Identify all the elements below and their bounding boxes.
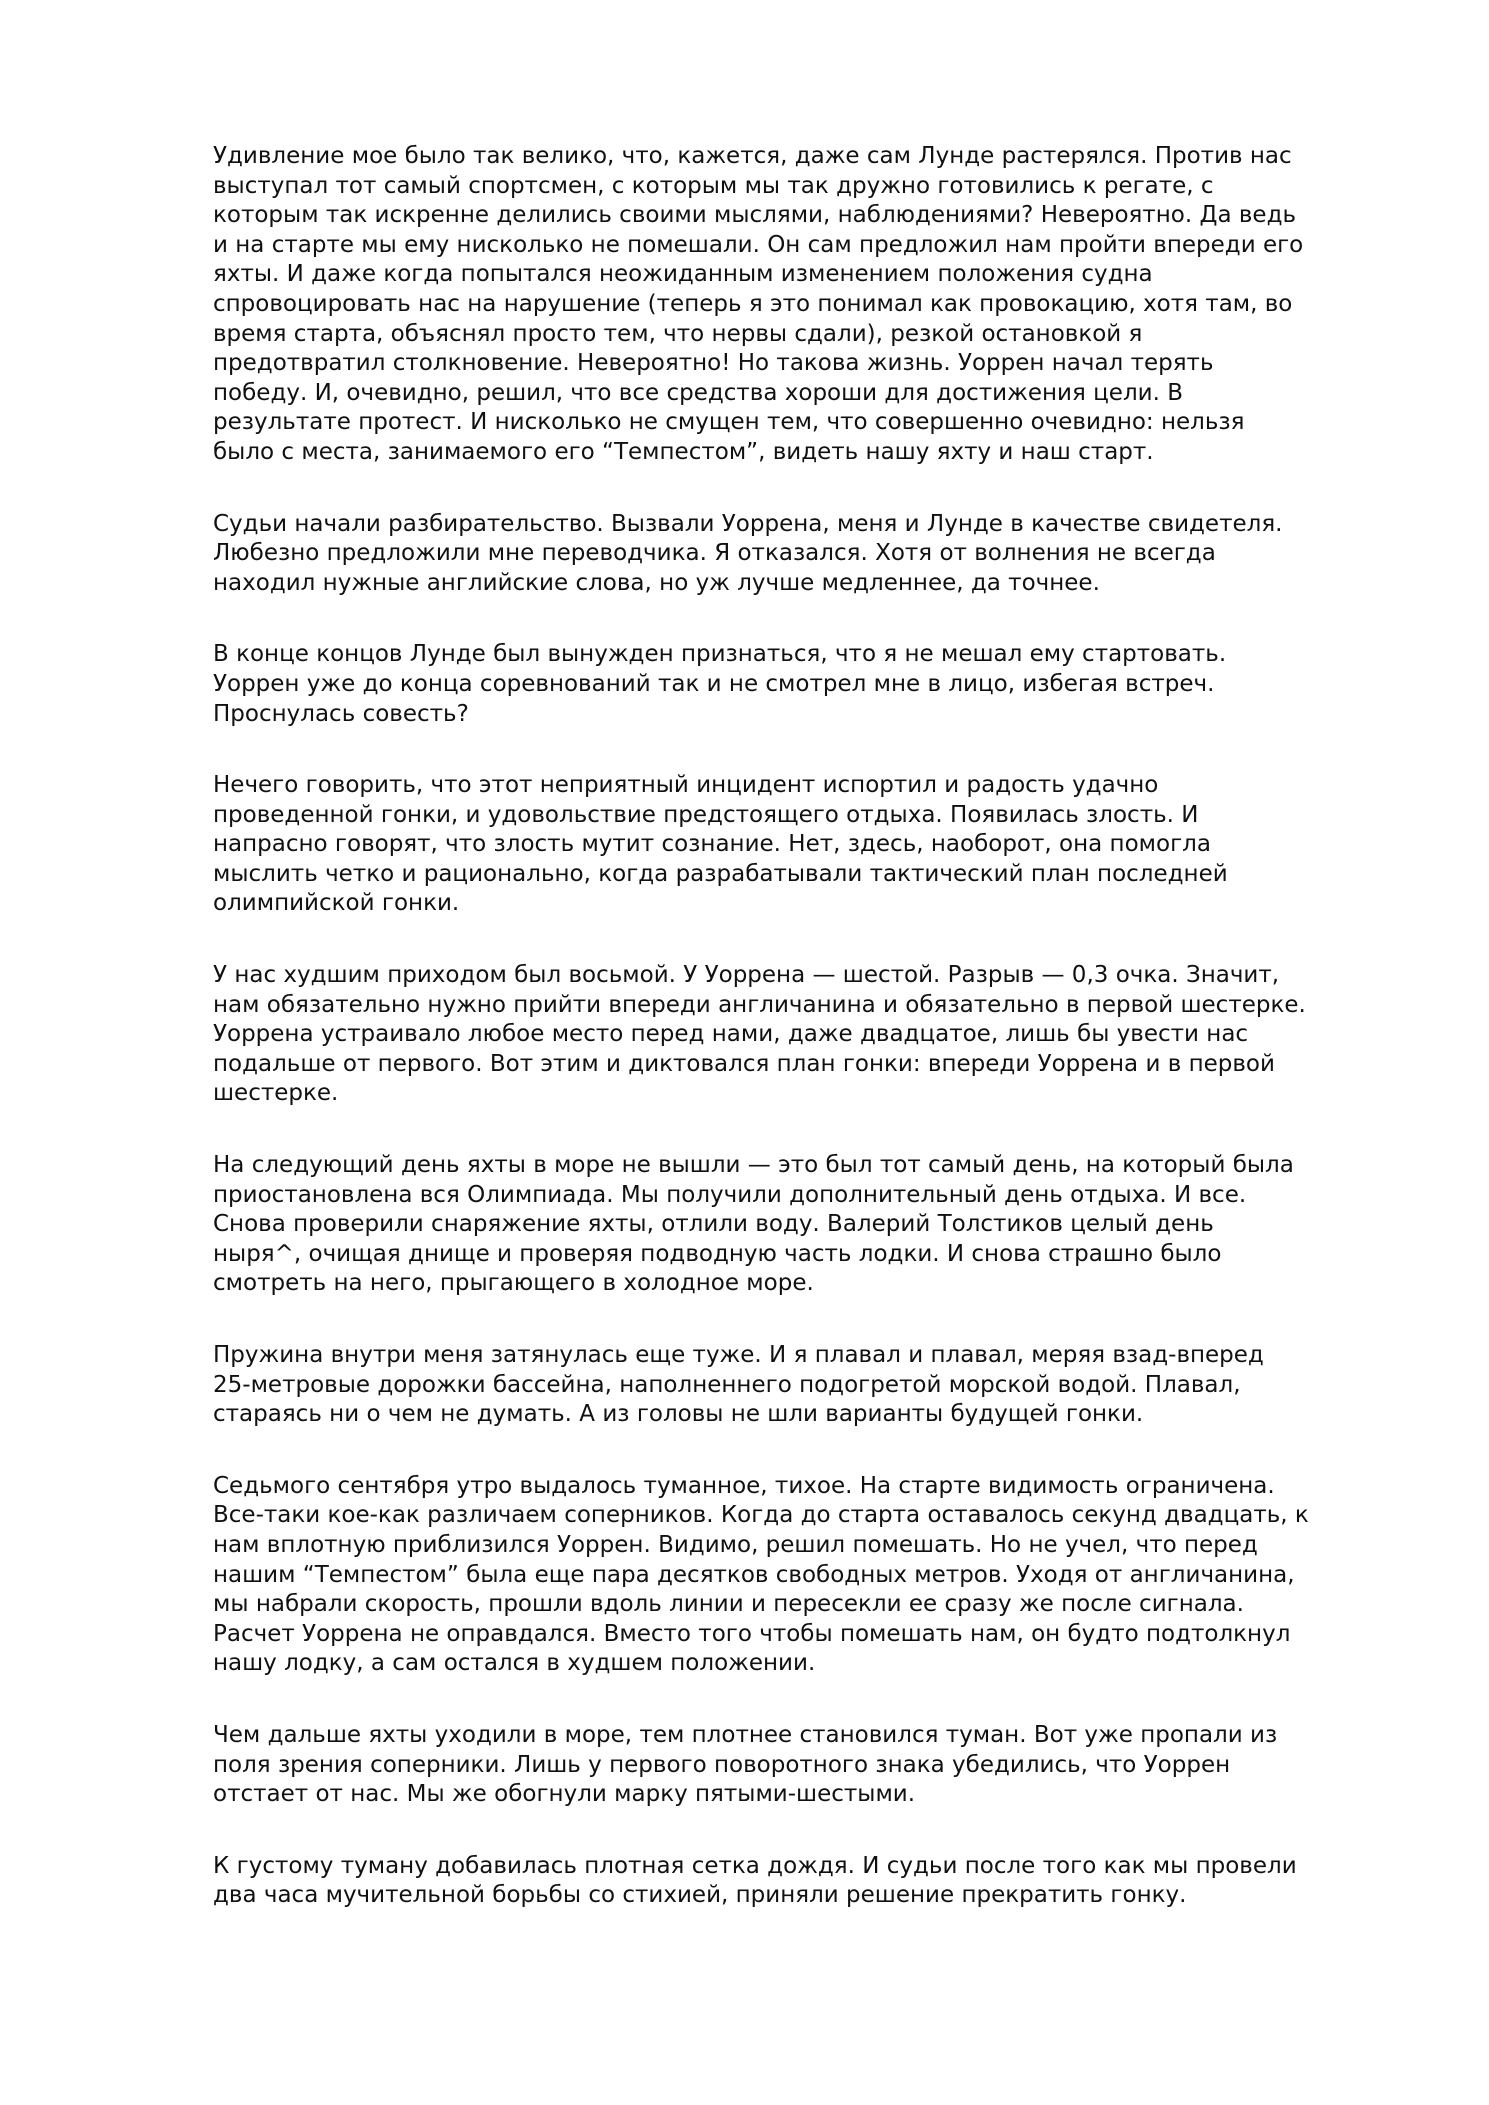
paragraph — [213, 961, 1453, 1109]
text-line: Все-таки кое-как различаем соперников. Когда до старта оставалось секунд двадцать, к — [213, 1502, 1309, 1529]
paragraph — [213, 1721, 1453, 1810]
document-page — [213, 142, 1453, 1953]
text-line: выступал тот самый спортсмен, с которым мы так дружно готовились к регате, с — [213, 172, 1214, 199]
text-line: ныря^, очищая днище и проверяя подводную часть лодки. И снова страшно было — [213, 1240, 1222, 1267]
text-line: было с места, занимаемого его “Темпестом”, видеть нашу яхту и наш старт. — [213, 438, 1154, 465]
text-line: приостановлена вся Олимпиада. Мы получили дополнительный день отдыха. И все. — [213, 1181, 1247, 1208]
text-line: У нас худшим приходом был восьмой. У Уоррена — шестой. Разрыв — 0,3 очка. Значит, — [213, 962, 1280, 989]
text-line: мыслить четко и рационально, когда разрабатывали тактический план последней — [213, 860, 1228, 887]
text-line: Расчет Уоррена не оправдался. Вместо того чтобы помешать нам, он будто подтолкнул — [213, 1620, 1291, 1647]
text-line: нашу лодку, а сам остался в худшем положении. — [213, 1650, 816, 1677]
text-line: стараясь ни о чем не думать. А из головы не шли варианты будущей гонки. — [213, 1401, 1144, 1428]
text-line: проведенной гонки, и удовольствие предстоящего отдыха. Появилась злость. И — [213, 801, 1199, 828]
paragraph — [213, 771, 1453, 919]
text-line: предотвратил столкновение. Невероятно! Но такова жизнь. Уоррен начал терять — [213, 350, 1214, 377]
text-line: Любезно предложили мне переводчика. Я отказался. Хотя от волнения не всегда — [213, 540, 1216, 567]
text-line: время старта, объяснял просто тем, что нервы сдали), резкой остановкой я — [213, 320, 1143, 347]
text-line: шестерке. — [213, 1080, 339, 1107]
text-line: и на старте мы ему нисколько не помешали. Он сам предложил нам пройти впереди его — [213, 231, 1304, 258]
text-line: олимпийской гонки. — [213, 890, 460, 917]
text-line: яхты. И даже когда попытался неожиданным изменением положения судна — [213, 261, 1153, 288]
text-line: На следующий день яхты в море не вышли — это был тот самый день, на который была — [213, 1152, 1294, 1179]
text-line: Седьмого сентября утро выдалось туманное, тихое. На старте видимость ограничена. — [213, 1472, 1275, 1499]
text-line: результате протест. И нисколько не смущен тем, что совершенно очевидно: нельзя — [213, 409, 1245, 436]
text-line: смотреть на него, прыгающего в холодное море. — [213, 1270, 814, 1297]
text-line: В конце концов Лунде был вынужден признаться, что я не мешал ему стартовать. — [213, 641, 1227, 668]
paragraph — [213, 640, 1453, 729]
text-line: нам вплотную приблизился Уоррен. Видимо, решил помешать. Но не учел, что перед — [213, 1531, 1258, 1558]
text-line: К густому туману добавилась плотная сетка дождя. И судьи после того как мы провели — [213, 1852, 1297, 1879]
text-line: напрасно говорят, что злость мутит сознание. Нет, здесь, наоборот, она помогла — [213, 831, 1211, 858]
text-line: победу. И, очевидно, решил, что все средства хороши для достижения цели. В — [213, 379, 1183, 406]
text-line: Уоррен уже до конца соревнований так и не смотрел мне в лицо, избегая встреч. — [213, 670, 1215, 697]
text-line: два часа мучительной борьбы со стихией, приняли решение прекратить гонку. — [213, 1882, 1187, 1909]
paragraph — [213, 142, 1453, 468]
text-line: Удивление мое было так велико, что, кажется, даже сам Лунде растерялся. Против нас — [213, 143, 1292, 169]
text-line: Судьи начали разбирательство. Вызвали Уоррена, меня и Лунде в качестве свидетеля. — [213, 510, 1283, 537]
paragraph — [213, 1852, 1453, 1911]
text-line: подальше от первого. Вот этим и диктовался план гонки: впереди Уоррена и в первой — [213, 1050, 1275, 1077]
text-line: 25-метровые дорожки бассейна, наполненнего подогретой морской водой. Плавал, — [213, 1371, 1241, 1398]
text-line: нашим “Темпестом” была еще пара десятков свободных метров. Уходя от англичанина, — [213, 1561, 1295, 1588]
text-line: мы набрали скорость, прошли вдоль линии и пересекли ее сразу же после сигнала. — [213, 1591, 1244, 1618]
text-line: спровоцировать нас на нарушение (теперь я это понимал как провокацию, хотя там, во — [213, 290, 1293, 317]
text-line: Проснулась совесть? — [213, 700, 469, 727]
text-line: которым так искренне делились своими мыслями, наблюдениями? Невероятно. Да ведь — [213, 202, 1297, 229]
paragraph — [213, 1151, 1453, 1299]
text-line: Нечего говорить, что этот неприятный инцидент испортил и радость удачно — [213, 772, 1159, 799]
text-line: Снова проверили снаряжение яхты, отлили воду. Валерий Толстиков целый день — [213, 1211, 1214, 1238]
text-line: находил нужные английские слова, но уж лучше медленнее, да точнее. — [213, 569, 1100, 596]
paragraph — [213, 1341, 1453, 1430]
paragraph — [213, 1472, 1453, 1679]
paragraph — [213, 510, 1453, 599]
text-line: Пружина внутри меня затянулась еще туже. И я плавал и плавал, меряя взад-вперед — [213, 1342, 1264, 1368]
text-line: Уоррена устраивало любое место перед нами, даже двадцатое, лишь бы увести нас — [213, 1021, 1249, 1048]
text-line: Чем дальше яхты уходили в море, тем плотнее становился туман. Вот уже пропали из — [213, 1721, 1278, 1748]
text-line: нам обязательно нужно прийти впереди англичанина и обязательно в первой шестерке. — [213, 991, 1306, 1018]
text-line: отстает от нас. Мы же обогнули марку пятыми-шестыми. — [213, 1781, 916, 1808]
text-line: поля зрения соперники. Лишь у первого поворотного знака убедились, что Уоррен — [213, 1751, 1231, 1778]
